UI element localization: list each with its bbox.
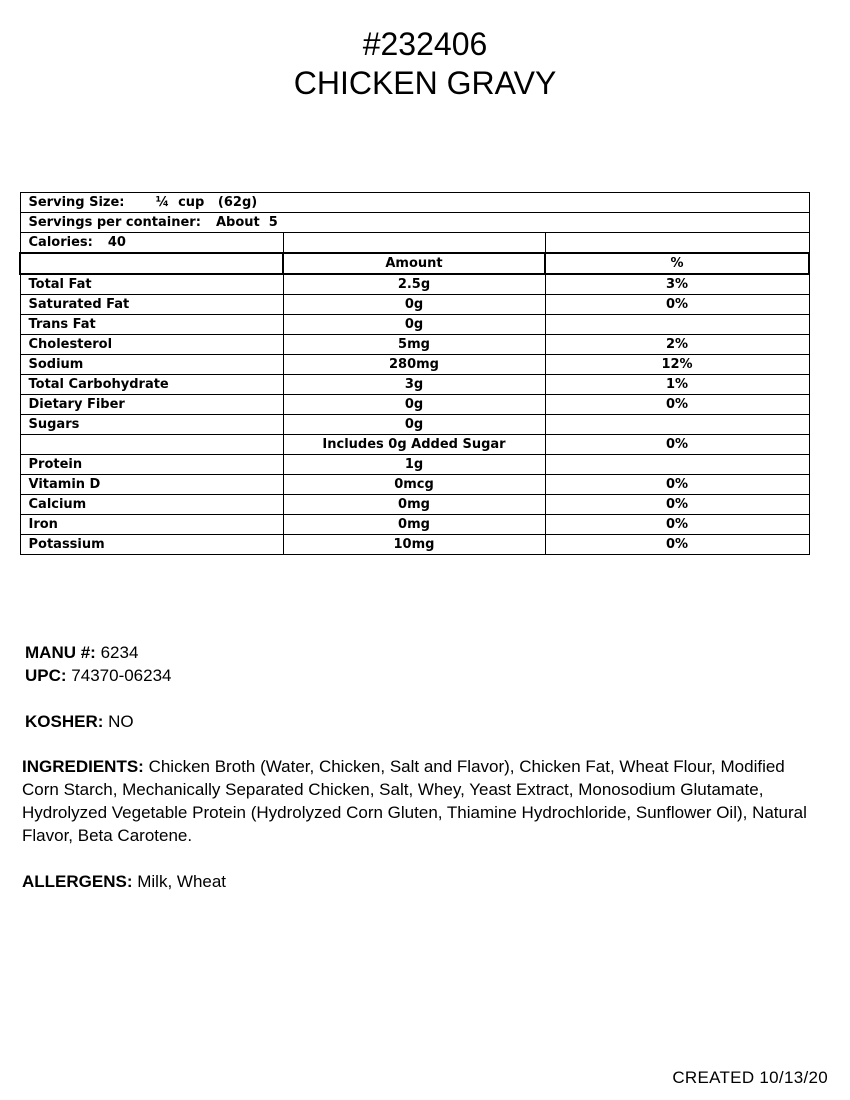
nutrient-row	[20, 415, 809, 435]
kosher-label: KOSHER:	[25, 712, 104, 731]
nutrient-name: Cholesterol	[20, 335, 283, 355]
kosher	[25, 710, 134, 733]
allergens-value: Milk, Wheat	[137, 872, 227, 891]
ingredients	[22, 755, 822, 847]
amount-header: Amount	[283, 253, 545, 274]
serving-size-label: Serving Size:	[28, 195, 125, 210]
product-name: CHICKEN GRAVY	[293, 65, 557, 101]
nutrient-row	[20, 515, 809, 535]
nutrient-row	[20, 535, 809, 555]
nutrient-name: Sugars	[20, 415, 283, 435]
nutrient-amount: 3g	[283, 375, 545, 395]
upc	[25, 664, 172, 687]
manu-number	[25, 641, 138, 664]
nutrient-row	[20, 395, 809, 415]
created-date: CREATED 10/13/20	[672, 1068, 828, 1087]
ingredients-value: Chicken Broth (Water, Chicken, Salt and Flavor), Chicken Fat, Wheat Flour, Modified Corn Starch, Mechanically Separated Chicken, Salt, Whey, Yeast Extract, Monosodium Glutamate, Hydrolyzed Vegetable Protein (Hydrolyzed Corn Gluten, Thiamine Hydrochloride, Sunflower Oil), Natural Flavor, Beta Carotene.	[22, 757, 807, 845]
nutrient-name: Sodium	[20, 355, 283, 375]
nutrient-amount: 2.5g	[283, 274, 545, 295]
servings-value: About 5	[215, 215, 278, 230]
manu-value: 6234	[100, 643, 139, 662]
servings-row	[20, 213, 809, 233]
nutrient-name: Saturated Fat	[20, 295, 283, 315]
nutrient-amount: 0g	[283, 295, 545, 315]
nutrient-name: Vitamin D	[20, 475, 283, 495]
nutrient-row	[20, 355, 809, 375]
nutrient-name: Calcium	[20, 495, 283, 515]
nutrient-percent: 2%	[545, 335, 809, 355]
nutrient-percent: 0%	[545, 395, 809, 415]
upc-label: UPC:	[25, 666, 67, 685]
nutrient-amount: 0mcg	[283, 475, 545, 495]
nutrient-name: Protein	[20, 455, 283, 475]
kosher-value: NO	[108, 712, 134, 731]
nutrient-name: Total Carbohydrate	[20, 375, 283, 395]
nutrient-row	[20, 315, 809, 335]
upc-value: 74370-06234	[71, 666, 172, 685]
nutrient-amount: 5mg	[283, 335, 545, 355]
nutrient-row	[20, 475, 809, 495]
nutrient-amount: 1g	[283, 455, 545, 475]
nutrient-percent: 0%	[545, 495, 809, 515]
allergens-label: ALLERGENS:	[22, 872, 133, 891]
nutrient-name: Total Fat	[20, 274, 283, 295]
nutrient-amount: 0g	[283, 395, 545, 415]
header-row	[20, 253, 809, 274]
nutrient-percent: 3%	[545, 274, 809, 295]
nutrient-amount: 10mg	[283, 535, 545, 555]
nutrient-row	[20, 274, 809, 295]
nutrient-row	[20, 435, 809, 455]
nutrient-percent: 12%	[545, 355, 809, 375]
nutrient-amount: Includes 0g Added Sugar	[283, 435, 545, 455]
manu-label: MANU #:	[25, 643, 96, 662]
calories-value: 40	[107, 235, 126, 250]
nutrient-name: Potassium	[20, 535, 283, 555]
nutrient-percent: 0%	[545, 475, 809, 495]
serving-size-row	[20, 193, 809, 213]
nutrient-percent: 0%	[545, 295, 809, 315]
calories-label: Calories:	[28, 235, 93, 250]
nutrition-table	[19, 192, 810, 555]
nutrient-row	[20, 295, 809, 315]
nutrient-percent: 0%	[545, 535, 809, 555]
serving-size-value: ¼ cup (62g)	[155, 195, 258, 210]
nutrient-amount: 0mg	[283, 495, 545, 515]
nutrient-amount: 0g	[283, 315, 545, 335]
nutrient-name: Trans Fat	[20, 315, 283, 335]
nutrient-percent: 0%	[545, 515, 809, 535]
nutrient-percent: 1%	[545, 375, 809, 395]
nutrient-name: Dietary Fiber	[20, 395, 283, 415]
nutrient-percent	[545, 455, 809, 475]
nutrient-percent	[545, 315, 809, 335]
ingredients-label: INGREDIENTS:	[22, 757, 144, 776]
nutrient-percent	[545, 415, 809, 435]
item-number: #232406	[362, 26, 488, 62]
nutrient-amount: 280mg	[283, 355, 545, 375]
nutrient-name	[20, 435, 283, 455]
nutrient-row	[20, 495, 809, 515]
calories-row	[20, 233, 809, 254]
nutrient-amount: 0g	[283, 415, 545, 435]
servings-label: Servings per container:	[28, 215, 201, 230]
nutrient-amount: 0mg	[283, 515, 545, 535]
nutrient-percent: 0%	[545, 435, 809, 455]
nutrient-row	[20, 455, 809, 475]
percent-header: %	[545, 253, 809, 274]
allergens	[22, 870, 226, 893]
nutrient-row	[20, 375, 809, 395]
nutrient-row	[20, 335, 809, 355]
nutrient-name: Iron	[20, 515, 283, 535]
